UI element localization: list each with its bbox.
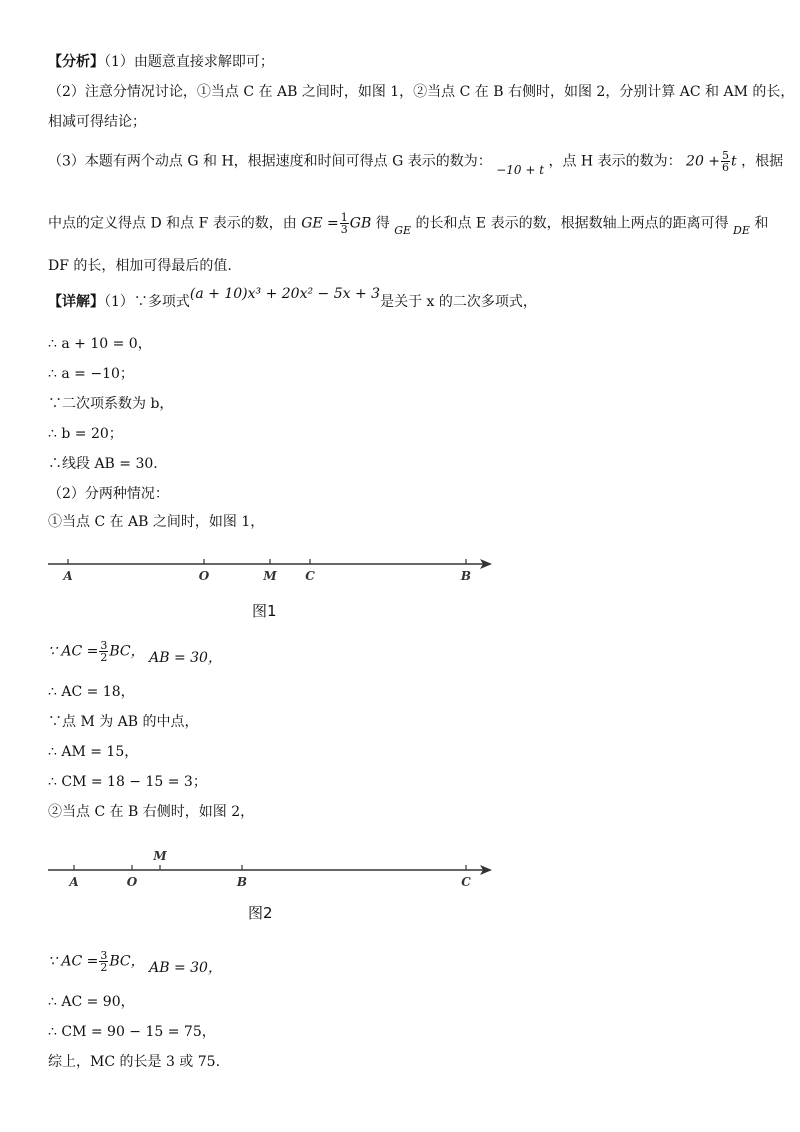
point-label-b: B [460, 569, 472, 583]
detail-heading: 【详解】 [48, 294, 104, 310]
point-label-m: M [153, 849, 167, 863]
analysis-part3-text: （3）本题有两个动点 G 和 H，根据速度和时间可得点 G 表示的数为： [48, 153, 492, 170]
ge-fraction-numerator: 1 [340, 211, 348, 224]
point-label-o: O [198, 569, 210, 583]
point-label-c: C [461, 875, 471, 889]
analysis-line-4 [48, 149, 784, 177]
analysis-line-6: DF 的长，相加可得最后的值. [48, 258, 232, 274]
analysis-line-2: （2）注意分情况讨论，①当点 C 在 AB 之间时，如图 1，②当点 C 在 B 右侧时，如图 2，分别计算 AC 和 AM 的长， [48, 84, 795, 100]
number-line-figure-2 [48, 842, 498, 890]
h-expression-prefix: 20 + [686, 153, 721, 170]
detail-line1-text-2: 是关于 x 的二次多项式， [380, 294, 537, 310]
detail-line-4: ∵二次项系数为 b， [48, 396, 174, 412]
point-label-b: B [236, 875, 248, 889]
h-fraction [721, 150, 730, 173]
case1-ab-value: AB = 30， [149, 649, 222, 666]
point-label-c: C [305, 569, 315, 583]
case2-fraction-numerator: 3 [100, 949, 108, 962]
case2-line-2: ∴ AC = 90， [48, 994, 135, 1010]
case2-bc: BC， [109, 953, 145, 970]
case2-line-4: 综上，MC 的长是 3 或 75. [48, 1054, 221, 1070]
detail-line-1 [48, 286, 537, 312]
case2-fraction-denominator: 2 [100, 961, 108, 974]
case2-line-1 [48, 949, 222, 976]
analysis-line5-text: 中点的定义得点 D 和点 F 表示的数，由 [48, 215, 297, 232]
detail-line-2: ∴ a + 10 = 0， [48, 336, 152, 352]
case1-fraction-denominator: 2 [100, 651, 108, 664]
detail-line-5: ∴ b = 20； [48, 426, 123, 442]
de-subscript: DE [733, 223, 750, 237]
analysis-line5-text-2: 得 [375, 215, 390, 232]
h-expression-suffix: t [731, 153, 737, 170]
case2-line-3: ∴ CM = 90 − 15 = 75， [48, 1024, 216, 1040]
figure-2-caption: 图2 [248, 904, 273, 922]
point-label-a: A [69, 875, 79, 889]
ge-expression-prefix: GE = [301, 215, 339, 232]
figure-1-caption: 图1 [252, 602, 277, 620]
case1-line-3: ∵点 M 为 AB 的中点， [48, 714, 199, 730]
number-line-figure-1 [48, 548, 498, 592]
case1-line-2: ∴ AC = 18， [48, 684, 135, 700]
ge-fraction [340, 212, 349, 235]
analysis-part1: （1）由题意直接求解即可； [104, 54, 274, 70]
case1-bc: BC， [109, 643, 145, 660]
point-label-a: A [63, 569, 73, 583]
analysis-part3-text-2: ，点 H 表示的数为： [548, 153, 682, 170]
case1-fraction [99, 640, 108, 663]
analysis-part3-text-3: ，根据 [741, 153, 784, 170]
analysis-line5-text-4: 和 [754, 215, 769, 232]
ge-fraction-denominator: 3 [340, 223, 348, 236]
analysis-line-3: 相减可得结论； [48, 114, 146, 130]
case2-ab-value: AB = 30， [149, 959, 222, 976]
detail-line1-text: （1）∵多项式 [104, 294, 190, 310]
h-fraction-numerator: 5 [722, 149, 730, 162]
case1-line-6: ②当点 C 在 B 右侧时，如图 2， [48, 804, 255, 820]
point-label-o: O [126, 875, 138, 889]
case2-ac-prefix: ∵ AC = [48, 953, 99, 970]
case1-line-5: ∴ CM = 18 − 15 = 3； [48, 774, 207, 790]
g-expression: −10 + t [496, 162, 545, 177]
case1-fraction-numerator: 3 [100, 639, 108, 652]
polynomial-expression: (a + 10)x³ + 20x² − 5x + 3 [189, 286, 381, 302]
point-label-m: M [263, 569, 277, 583]
case1-line-1 [48, 639, 222, 666]
ge-subscript: GE [394, 223, 412, 237]
detail-line-3: ∴ a = −10； [48, 366, 134, 382]
analysis-line5-text-3: 的长和点 E 表示的数，根据数轴上两点的距离可得 [415, 215, 729, 232]
h-fraction-denominator: 6 [722, 161, 730, 174]
analysis-line-1 [48, 52, 274, 72]
analysis-line-5 [48, 212, 768, 235]
analysis-heading: 【分析】 [48, 54, 104, 70]
detail-line-7: （2）分两种情况： [48, 486, 169, 502]
detail-line-8: ①当点 C 在 AB 之间时，如图 1， [48, 514, 265, 530]
detail-line-6: ∴线段 AB = 30. [48, 456, 158, 472]
case2-fraction [99, 950, 108, 973]
ge-expression-suffix: GB [349, 215, 372, 232]
case1-ac-prefix: ∵ AC = [48, 643, 99, 660]
case1-line-4: ∴ AM = 15， [48, 744, 139, 760]
